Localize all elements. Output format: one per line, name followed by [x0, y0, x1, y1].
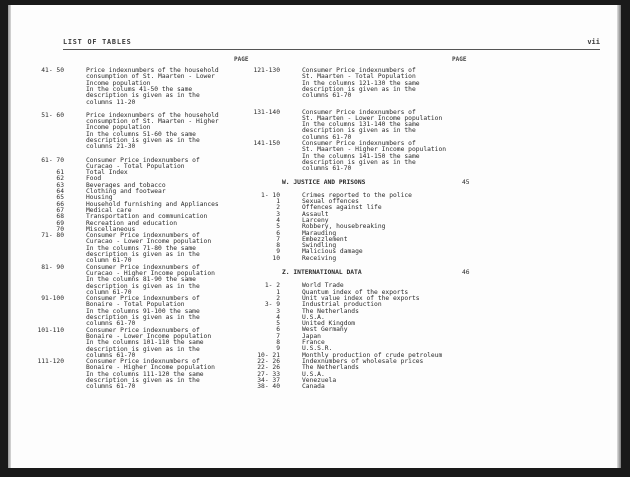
- table-number: 101-110: [37, 326, 64, 334]
- table-number: 9: [276, 248, 280, 256]
- table-number: 38- 40: [257, 383, 280, 391]
- page-edge-right: [617, 5, 621, 468]
- table-number: 1- 2: [264, 282, 280, 290]
- table-description: Canada: [302, 383, 325, 391]
- table-description: Crimes reported to the police: [302, 191, 412, 199]
- table-description: Food: [86, 175, 102, 183]
- table-description: Income population: [86, 79, 151, 87]
- table-description: Miscellaneous: [86, 225, 136, 233]
- table-number: 5: [276, 223, 280, 231]
- page-number: vii: [587, 38, 600, 46]
- table-number: 68: [56, 213, 64, 221]
- table-number: 8: [276, 242, 280, 250]
- table-description: In the columns 91-100 the same: [86, 307, 200, 315]
- table-description: Marauding: [302, 229, 337, 237]
- table-description: Industrial production: [302, 301, 382, 309]
- table-number: 70: [56, 225, 64, 233]
- table-description: Consumer Price indexnumbers of: [86, 263, 200, 271]
- table-number: 22- 26: [257, 357, 280, 365]
- table-number: 2: [276, 294, 280, 302]
- table-description: In the columns 71-80 the same: [86, 244, 196, 252]
- table-description: description is given as in the: [86, 314, 200, 322]
- table-description: column 61-70: [86, 288, 132, 296]
- table-description: Consumer Price indexnumbers of: [86, 326, 200, 334]
- table-description: Consumer Price indexnumbers of: [302, 140, 416, 147]
- page-title: LIST OF TABLES: [63, 38, 132, 46]
- table-entry: [26, 296, 266, 328]
- table-description: In the columns 101-110 the same: [86, 339, 204, 347]
- table-description: Clothing and footwear: [86, 188, 166, 196]
- table-number: 4: [276, 216, 280, 224]
- table-description: Bonaire - Higher Income population: [86, 364, 215, 372]
- table-number: 8: [276, 339, 280, 347]
- table-description: Assault: [302, 210, 329, 218]
- table-description: In the colums 41-50 the same: [86, 85, 193, 93]
- table-description: Bonaire - Total Population: [86, 301, 185, 309]
- table-number: 22- 26: [257, 364, 280, 372]
- table-description: description is given as in the: [86, 92, 200, 100]
- table-description: Indexnumbers of wholesale prices: [302, 357, 424, 365]
- table-number: 71- 80: [41, 232, 64, 240]
- table-number: 6: [276, 326, 280, 334]
- table-description: Total Index: [86, 169, 128, 177]
- table-number: 61- 70: [41, 156, 64, 164]
- table-description: Embezzlement: [302, 235, 348, 243]
- table-description: Consumer Price indexnumbers of: [302, 67, 416, 74]
- table-description: description is given as in the: [86, 282, 200, 290]
- table-entry: [242, 384, 502, 390]
- table-description: St. Maarten - Total Population: [302, 73, 416, 81]
- table-description: columns 21-30: [86, 143, 136, 151]
- table-number: 1- 10: [261, 191, 280, 199]
- table-entry: [26, 68, 266, 113]
- table-number: 7: [276, 235, 280, 243]
- table-description: Malicious damage: [302, 248, 363, 256]
- table-description: Japan: [302, 332, 321, 340]
- table-description: description is given as in the: [86, 136, 200, 144]
- table-entry: [242, 68, 502, 110]
- table-description: columns 61-70: [86, 383, 136, 391]
- table-description: Sexual offences: [302, 198, 359, 206]
- table-description: The Netherlands: [302, 307, 359, 315]
- table-entry: [26, 328, 266, 360]
- table-number: 67: [56, 206, 64, 214]
- table-description: consumption of St. Maarten - Higher: [86, 118, 219, 126]
- page-header: [63, 36, 600, 50]
- table-number: 7: [276, 332, 280, 340]
- table-number: 141-150: [253, 140, 280, 147]
- table-description: In the columns 121-130 the same: [302, 79, 420, 87]
- section-justice-heading: [242, 180, 502, 193]
- table-description: In the columns 111-120 the same: [86, 370, 204, 378]
- table-description: U.S.A.: [302, 313, 325, 321]
- table-number: 91-100: [41, 295, 64, 303]
- table-description: United Kingdom: [302, 320, 356, 328]
- table-number: 121-130: [253, 67, 280, 74]
- section-international-page: 46: [462, 269, 470, 277]
- table-entry: [26, 359, 266, 391]
- table-description: columns 61-70: [86, 320, 136, 328]
- table-description: columns 11-20: [86, 98, 136, 106]
- table-number: 10- 21: [257, 351, 280, 359]
- table-description: St. Maarten - Lower Income population: [302, 114, 443, 122]
- table-description: Curacao - Lower Income population: [86, 238, 212, 246]
- table-description: Medical care: [86, 206, 132, 214]
- table-description: Curacao - Higher Income population: [86, 269, 215, 277]
- table-description: Household furnishing and Appliances: [86, 200, 219, 208]
- table-description: In the columns 141-150 the same: [302, 152, 420, 160]
- table-number: 1: [276, 198, 280, 206]
- table-description: columns 61-70: [302, 165, 352, 173]
- table-description: Housing: [86, 194, 113, 202]
- table-number: 66: [56, 200, 64, 208]
- section-international-heading: [242, 270, 502, 283]
- table-description: St. Maarten - Higher Income population: [302, 146, 447, 154]
- table-description: consumption of St. Maarten - Lower: [86, 73, 215, 81]
- table-description: In the columns 51-60 the same: [86, 130, 196, 138]
- table-number: 6: [276, 229, 280, 237]
- table-description: Consumer Price indexnumbers of: [86, 295, 200, 303]
- table-description: description is given as in the: [86, 377, 200, 385]
- section-justice-page: 45: [462, 178, 470, 186]
- table-description: Consumer Price indexnumbers of: [86, 358, 200, 366]
- table-entry: [26, 113, 266, 158]
- table-number: 1: [276, 288, 280, 296]
- table-description: Swindling: [302, 242, 337, 250]
- table-number: 9: [276, 345, 280, 353]
- table-description: World Trade: [302, 282, 344, 290]
- table-number: 65: [56, 194, 64, 202]
- table-description: column 61-70: [86, 257, 132, 265]
- table-number: 63: [56, 181, 64, 189]
- table-number: 3- 9: [264, 301, 280, 309]
- table-number: 3: [276, 210, 280, 218]
- table-description: Income population: [86, 124, 151, 132]
- table-description: In the columns 131-140 the same: [302, 121, 420, 129]
- table-number: 34- 37: [257, 376, 280, 384]
- table-description: Offences against life: [302, 204, 382, 212]
- table-description: Transportation and communication: [86, 213, 208, 221]
- table-description: Quantum index of the exports: [302, 288, 409, 296]
- table-entry: [26, 233, 266, 265]
- page-column-label-left: PAGE: [234, 56, 249, 63]
- table-description: Consumer Price indexnumbers of: [86, 156, 200, 164]
- table-description: Venezuela: [302, 376, 337, 384]
- document-page: [8, 5, 621, 468]
- table-entry: [242, 256, 502, 262]
- table-description: Bonaire - Lower Income population: [86, 332, 212, 340]
- table-description: U.S.S.R.: [302, 345, 333, 353]
- table-entry: [242, 110, 502, 142]
- table-entry: [26, 265, 266, 297]
- table-description: The Netherlands: [302, 364, 359, 372]
- table-number: 61: [56, 169, 64, 177]
- table-description: columns 61-70: [86, 351, 136, 359]
- table-description: description is given as in the: [86, 345, 200, 353]
- table-entry: [242, 141, 502, 180]
- table-description: France: [302, 339, 325, 347]
- section-international-title: Z. INTERNATIONAL DATA: [282, 269, 362, 277]
- table-description: Price indexnumbers of the household: [86, 111, 219, 119]
- table-description: Recreation and education: [86, 219, 177, 227]
- left-column: [26, 68, 266, 391]
- table-description: description is given as in the: [302, 127, 416, 135]
- table-description: description is given as in the: [302, 85, 416, 93]
- page-edge-left: [8, 5, 11, 468]
- table-number: 5: [276, 320, 280, 328]
- table-description: Consumer Price indexnumbers of: [86, 232, 200, 240]
- table-description: West Germany: [302, 326, 348, 334]
- table-number: 62: [56, 175, 64, 183]
- table-description: columns 61-70: [302, 133, 352, 141]
- table-description: Price indexnumbers of the household: [86, 67, 219, 74]
- table-description: Consumer Price indexnumbers of: [302, 108, 416, 116]
- table-number: 10: [272, 254, 280, 262]
- table-description: description is given as in the: [302, 158, 416, 166]
- table-number: 69: [56, 219, 64, 227]
- table-number: 81- 90: [41, 263, 64, 271]
- table-description: columns 61-70: [302, 92, 352, 100]
- page-column-label-right: PAGE: [452, 56, 467, 63]
- table-number: 41- 50: [41, 67, 64, 74]
- table-description: Unit value index of the exports: [302, 294, 420, 302]
- table-number: 3: [276, 307, 280, 315]
- table-number: 111-120: [37, 358, 64, 366]
- table-description: U.S.A.: [302, 370, 325, 378]
- table-description: Receiving: [302, 254, 337, 262]
- right-column: [242, 68, 502, 390]
- table-description: Beverages and tobacco: [86, 181, 166, 189]
- table-number: 2: [276, 204, 280, 212]
- table-description: Curacao - Total Population: [86, 162, 185, 170]
- table-description: description is given as in the: [86, 251, 200, 259]
- section-justice-title: W. JUSTICE AND PRISONS: [282, 178, 366, 186]
- table-number: 64: [56, 188, 64, 196]
- table-number: 4: [276, 313, 280, 321]
- table-number: 131-140: [253, 108, 280, 116]
- table-description: Larceny: [302, 216, 329, 224]
- table-description: Robbery, housebreaking: [302, 223, 386, 231]
- table-number: 27- 33: [257, 370, 280, 378]
- table-description: In the columns 81-90 the same: [86, 276, 196, 284]
- table-description: Monthly production of crude petroleum: [302, 351, 443, 359]
- table-number: 51- 60: [41, 111, 64, 119]
